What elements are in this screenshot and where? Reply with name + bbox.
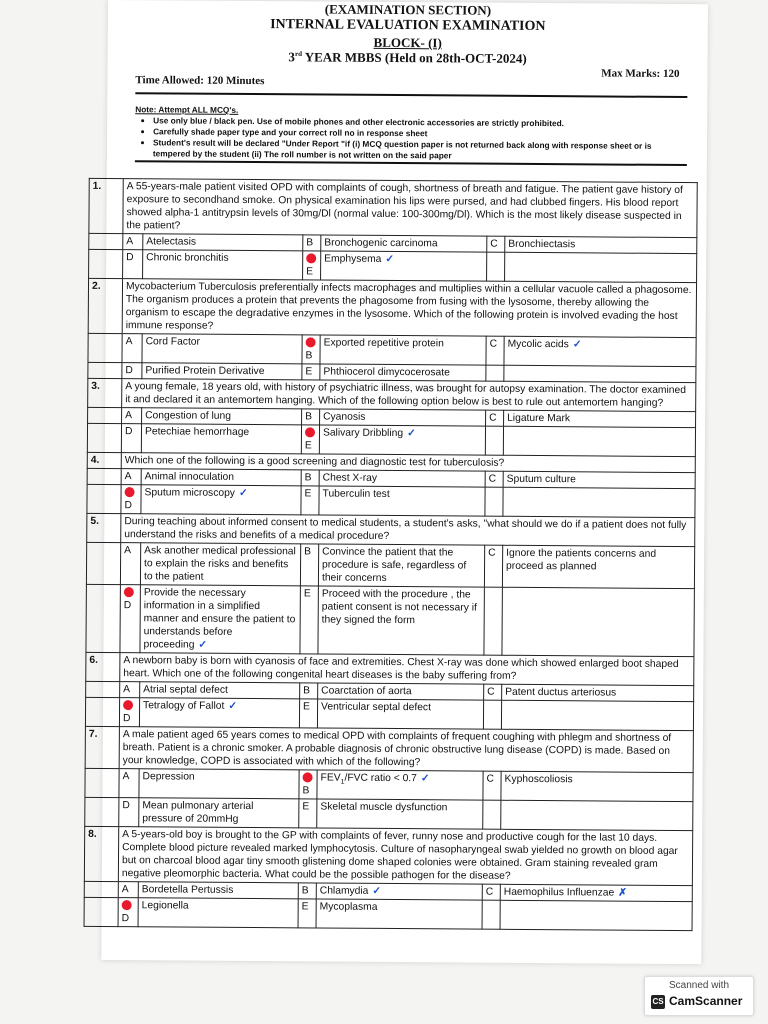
option-cell <box>319 470 485 487</box>
option-cell <box>139 698 299 728</box>
option-cell <box>141 424 301 454</box>
option-text: Ligature Mark <box>507 412 571 425</box>
options-row <box>85 797 693 830</box>
empty-cell <box>483 800 501 829</box>
option-text: Phthiocerol dimycocerosate <box>323 366 450 379</box>
option-letter: D <box>125 365 133 377</box>
option-cell <box>503 471 695 488</box>
question-stem-row <box>89 178 697 237</box>
option-letter-cell <box>486 410 504 426</box>
option-letter: B <box>304 472 312 484</box>
option-letter: A <box>124 545 132 557</box>
option-letter: A <box>122 771 130 783</box>
option-text: Animal innoculation <box>144 471 235 483</box>
option-text: Petechiae hemorrhage <box>144 426 250 438</box>
option-text: Depression <box>142 771 195 783</box>
question-text: A male patient aged 65 years comes to medical OPD with complaints of frequent coughing with phlegm and shortness of breath. Patient is a chronic smoker. A probable diagnosis of chronic obstructive lung disease (COPD) is made. Based on your knowledge, COPD is associated with which of the following? <box>119 727 693 773</box>
option-letter: B <box>303 685 311 697</box>
option-cell <box>502 545 694 588</box>
options-row-spacer <box>88 407 122 423</box>
empty-cell <box>501 800 693 830</box>
note-item: • Student's result will be declared "Under Report "if (i) MCQ question paper is not returned back along with response sheet or is tempered by the student (ii) The roll number is not written on the said paper <box>153 137 665 163</box>
option-letter: E <box>306 266 314 278</box>
option-letter: C <box>488 473 497 485</box>
options-row-spacer <box>85 768 119 797</box>
question-stem-row <box>88 278 696 337</box>
options-row-spacer <box>85 797 119 826</box>
question-number: 5. <box>87 513 121 542</box>
option-cell <box>320 364 486 381</box>
empty-cell <box>483 700 501 729</box>
option-text: Skeletal muscle dysfunction <box>320 801 448 814</box>
option-letter: D <box>126 252 134 264</box>
option-cell <box>504 336 696 366</box>
options-row-spacer <box>84 881 118 897</box>
option-letter-cell <box>121 424 141 453</box>
tick-mark-icon: ✓ <box>228 700 238 712</box>
notes-list <box>135 115 665 163</box>
option-cell <box>316 883 482 900</box>
option-cell <box>142 363 302 380</box>
option-letter-cell <box>302 409 320 425</box>
option-text: Exported repetitive protein <box>323 337 444 350</box>
option-cell <box>317 799 483 829</box>
tick-mark-icon: ✓ <box>372 885 382 897</box>
option-text: Proceed with the procedure , the patient consent is not necessary if they signed the form <box>321 588 477 627</box>
question-number: 2. <box>88 278 122 333</box>
option-text: Convince the patient that the procedure is safe, regardless of their concerns <box>321 546 467 584</box>
option-letter: A <box>123 684 131 696</box>
option-letter: D <box>122 800 130 812</box>
option-cell <box>500 884 692 901</box>
option-text: Ventricular septal defect <box>321 701 432 714</box>
option-letter: B <box>305 411 313 423</box>
empty-cell <box>505 252 697 282</box>
tick-mark-icon: ✓ <box>238 487 248 499</box>
option-text: Atrial septal defect <box>143 684 228 696</box>
option-letter-cell <box>120 543 140 585</box>
time-allowed: Time Allowed: 120 Minutes <box>135 74 265 88</box>
option-text: Coarctation of aorta <box>321 685 412 698</box>
notes-block <box>135 104 665 163</box>
options-row <box>87 423 695 456</box>
option-cell <box>320 409 486 426</box>
shaded-answer-mark <box>124 587 134 597</box>
options-row-spacer <box>86 542 120 584</box>
option-letter: A <box>126 236 134 248</box>
option-letter: A <box>125 410 133 422</box>
option-cell <box>317 699 483 729</box>
option-text: $FEV_1$/FVC ratio < 0.7 <box>320 772 417 786</box>
option-letter-cell <box>298 883 316 899</box>
option-letter: A <box>121 884 129 896</box>
option-letter: D <box>124 426 133 438</box>
shaded-answer-mark <box>303 773 313 783</box>
option-text: Ignore the patients concerns and proceed as planned <box>506 547 657 573</box>
option-letter-cell <box>119 769 139 798</box>
option-text: Haemophilus Influenzae <box>503 886 615 899</box>
option-cell <box>141 469 301 486</box>
question-text: Mycobacterium Tuberculosis preferentially infects macrophages and multiplies within a cellular vacuole called a phagosome. The organism produces a protein that prevents the phagosome from fusing with the lysosome, thereby allowing the organism to escape the degradative enzymes in the lysosome. Which of the following protein is involved evading the host immune response? <box>122 279 696 338</box>
question-text: A 5-years-old boy is brought to the GP with complaints of fever, runny nose and productive cough for the last 10 days. Complete blood picture revealed marked lymphocytosis. Culture of nasopharyngeal swab yielded no growth on blood agar but on charcoal blood agar tiny smooth glistening dome shaped colonies were obtained. Gram staining revealed gram negative pleomorphic bacteria. What could be the possible pathogen for the disease? <box>118 827 692 886</box>
options-row-spacer <box>87 468 121 484</box>
option-cell <box>321 235 487 252</box>
option-letter-cell <box>121 485 141 514</box>
question-text: During teaching about informed consent to medical students, a student's asks, "what should we do if a patient does not fully understand the risks and benefits of a medical procedure? <box>121 514 695 547</box>
shaded-answer-mark <box>122 900 132 910</box>
option-cell <box>142 334 302 364</box>
option-text: Legionella <box>141 900 189 912</box>
option-letter-cell <box>483 771 501 800</box>
options-row <box>84 897 692 930</box>
option-letter-cell <box>301 486 319 515</box>
option-cell <box>319 425 485 455</box>
shaded-answer-mark <box>305 428 315 438</box>
tick-mark-icon: ✓ <box>198 639 208 651</box>
option-letter: B <box>301 885 309 897</box>
option-text: Salivary Dribbling <box>322 427 404 440</box>
option-letter: B <box>304 546 312 558</box>
option-text: Patent ductus arteriosus <box>505 686 617 699</box>
option-letter-cell <box>300 683 318 699</box>
option-letter-cell <box>299 699 317 728</box>
option-text: Sputum microscopy <box>144 487 236 499</box>
option-letter-cell <box>122 334 142 363</box>
options-row-spacer <box>88 362 122 378</box>
option-letter: C <box>490 238 498 250</box>
note-item: • Carefully shade paper type and your correct roll no in response sheet <box>153 126 665 141</box>
camscanner-text: CamScanner <box>669 994 743 1008</box>
option-cell <box>502 684 694 701</box>
option-cell <box>139 798 299 828</box>
empty-cell <box>485 426 503 455</box>
option-letter: E <box>304 440 312 452</box>
option-letter-cell <box>486 336 504 365</box>
option-text: Chlamydia <box>319 885 369 897</box>
option-letter-cell <box>302 364 320 380</box>
option-letter-cell <box>300 544 318 586</box>
empty-cell <box>503 426 695 456</box>
option-letter-cell <box>300 586 318 654</box>
options-row-spacer <box>86 584 120 652</box>
option-text: Tuberculin test <box>322 488 390 500</box>
option-text: Sputum culture <box>506 473 576 486</box>
option-cell <box>138 882 298 899</box>
option-cell <box>318 586 484 655</box>
option-letter-cell <box>123 234 143 250</box>
option-cell <box>316 899 482 929</box>
option-text: Kyphoscoliosis <box>504 773 573 786</box>
question-stem-row <box>86 652 694 685</box>
note-item: • Use only blue / black pen. Use of mobile phones and other electronic accessories are strictly prohibited. <box>153 115 665 130</box>
option-cell <box>317 770 483 800</box>
option-cell <box>143 250 303 280</box>
options-row-spacer <box>88 333 122 362</box>
option-cell <box>140 543 300 586</box>
question-number: 8. <box>84 826 118 881</box>
option-letter-cell <box>299 770 317 799</box>
option-text: Cyanosis <box>323 411 366 423</box>
options-row <box>85 768 693 801</box>
option-letter-cell <box>484 684 502 700</box>
cross-mark-icon: ✗ <box>618 887 627 899</box>
options-row-spacer <box>86 681 120 697</box>
scanned-with-text: Scanned with <box>668 980 730 991</box>
option-text: Provide the necessary information in a simplified manner and ensure the patient to understands before proceeding <box>143 587 296 651</box>
shaded-answer-mark <box>125 487 135 497</box>
option-text: Chest X-ray <box>322 472 378 484</box>
option-letter: C <box>488 547 496 559</box>
tick-mark-icon: ✓ <box>572 339 582 351</box>
option-letter: E <box>303 701 310 713</box>
question-number: 4. <box>87 452 121 468</box>
option-letter: D <box>122 713 131 725</box>
option-text: Mycolic acids <box>507 338 569 351</box>
option-text: Atelectasis <box>146 236 197 248</box>
option-text: Mean pulmonary arterial pressure of 20mmHg <box>142 800 254 825</box>
option-letter: C <box>485 886 494 898</box>
option-cell <box>504 410 696 427</box>
option-letter-cell <box>301 425 319 454</box>
option-cell <box>318 544 484 587</box>
option-text: Chronic bronchitis <box>146 252 229 264</box>
question-stem-row <box>88 378 696 411</box>
options-row <box>86 584 695 656</box>
question-number: 7. <box>85 726 119 768</box>
option-letter: B <box>302 785 310 797</box>
option-cell <box>143 234 303 251</box>
empty-cell <box>485 487 503 516</box>
shaded-answer-mark <box>306 338 316 348</box>
option-cell <box>140 682 300 699</box>
option-letter-cell <box>119 798 139 827</box>
option-letter: E <box>302 801 310 813</box>
empty-cell <box>504 365 696 382</box>
option-letter-cell <box>119 698 139 727</box>
option-letter: C <box>489 412 497 424</box>
option-text: Tetralogy of Fallot <box>143 700 225 712</box>
options-row-spacer <box>84 897 118 926</box>
questions-table <box>84 178 698 931</box>
options-row-spacer <box>87 484 121 513</box>
option-letter: C <box>489 338 498 350</box>
option-text: Emphysema <box>324 253 382 265</box>
empty-cell <box>503 487 695 517</box>
question-text: A newborn baby is born with cyanosis of face and extremities. Chest X-ray was done which showed enlarged boot shaped heart. Which one of the following congenital heart diseases is the baby suffering from? <box>120 653 694 686</box>
option-letter-cell <box>120 585 140 653</box>
option-letter: D <box>124 500 132 512</box>
section-heading: (EXAMINATION SECTION) <box>324 1 492 18</box>
options-row <box>87 484 695 517</box>
option-letter: E <box>301 901 309 913</box>
option-letter: D <box>123 600 132 612</box>
option-letter-cell <box>485 471 503 487</box>
option-letter: A <box>124 471 132 483</box>
shaded-answer-mark <box>123 700 133 710</box>
options-row-spacer <box>85 697 119 726</box>
option-cell <box>139 769 299 799</box>
empty-cell <box>501 700 693 730</box>
notes-intro: Note: Attempt ALL MCQ's. <box>135 104 239 115</box>
option-text: Bronchiectasis <box>508 238 576 251</box>
tick-mark-icon: ✓ <box>407 428 416 440</box>
question-text: A young female, 18 years old, with history of psychiatric illness, was brought for autopsy examination. The doctor examined it and declared it an antemortem hanging. Which of the following option below is best to rule out antemortem hanging? <box>122 379 696 412</box>
options-row <box>89 249 697 282</box>
option-letter-cell <box>118 882 138 898</box>
option-letter-cell <box>482 884 500 900</box>
option-letter: C <box>487 686 495 698</box>
option-letter-cell <box>299 799 317 828</box>
option-letter: A <box>125 336 133 348</box>
max-marks: Max Marks: 120 <box>601 67 680 80</box>
option-text: Bronchogenic carcinoma <box>324 237 438 250</box>
question-number: 1. <box>89 178 123 233</box>
option-cell <box>505 236 697 253</box>
option-text: Mycoplasma <box>319 901 378 913</box>
empty-cell <box>500 900 692 930</box>
option-letter-cell <box>484 545 502 587</box>
option-cell <box>320 335 486 365</box>
question-number: 6. <box>86 652 120 681</box>
option-letter: B <box>306 237 314 249</box>
option-cell <box>318 683 484 700</box>
option-letter: B <box>305 350 313 362</box>
options-row-spacer <box>87 423 121 452</box>
camscanner-logo-icon: CS <box>651 995 665 1009</box>
option-letter-cell <box>303 251 321 280</box>
question-stem-row <box>84 826 692 885</box>
empty-cell <box>502 587 695 656</box>
option-letter-cell <box>303 235 321 251</box>
option-text: Purified Protein Derivative <box>145 365 265 378</box>
option-letter-cell <box>123 250 143 279</box>
year-heading: 3rd YEAR MBBS (Held on 28th-OCT-2024) <box>288 49 527 66</box>
option-letter: C <box>486 773 495 785</box>
option-letter: E <box>304 488 312 500</box>
option-letter-cell <box>298 899 316 928</box>
camscanner-watermark <box>644 976 754 1016</box>
option-letter-cell <box>301 470 319 486</box>
options-row <box>88 333 696 366</box>
question-number: 3. <box>88 378 122 407</box>
option-text: Congestion of lung <box>145 410 232 422</box>
option-cell <box>140 585 300 654</box>
options-row <box>85 697 693 730</box>
option-letter: E <box>303 588 311 600</box>
empty-cell <box>487 252 505 281</box>
empty-cell <box>482 900 500 929</box>
option-cell <box>142 408 302 425</box>
option-cell <box>321 251 487 281</box>
tick-mark-icon: ✓ <box>385 253 395 266</box>
question-text: A 55-years-male patient visited OPD with complaints of cough, shortness of breath and fatigue. The patient gave history of exposure to secondhand smoke. On physical examination his lips were pursed, and had clubbed fingers. His blood report showed alpha-1 antitrypsin levels of 30mg/Dl (normal value: 100-300mg/Dl). Which is the most likely disease suspected in the patient? <box>123 179 697 238</box>
shaded-answer-mark <box>306 254 316 264</box>
option-letter-cell <box>118 898 138 927</box>
option-text: Cord Factor <box>145 336 201 348</box>
options-row-spacer <box>89 249 123 278</box>
option-letter-cell <box>487 236 505 252</box>
option-text: Ask another medical professional to explain the risks and benefits to the patient <box>143 545 296 583</box>
option-letter: E <box>305 366 313 378</box>
option-letter-cell <box>302 335 320 364</box>
question-stem-row <box>87 513 695 546</box>
option-letter-cell <box>122 363 142 379</box>
divider-top <box>135 92 687 98</box>
option-letter-cell <box>122 408 142 424</box>
exam-title: INTERNAL EVALUATION EXAMINATION <box>270 17 546 35</box>
exam-paper <box>88 0 708 964</box>
option-letter-cell <box>121 469 141 485</box>
option-letter-cell <box>120 682 140 698</box>
option-text: Bordetella Pertussis <box>141 884 234 896</box>
empty-cell <box>486 365 504 381</box>
question-stem-row <box>85 726 693 772</box>
option-letter: D <box>121 913 130 925</box>
block-heading: BLOCK- (I) <box>373 34 442 51</box>
empty-cell <box>484 587 502 655</box>
option-cell <box>141 485 301 515</box>
question-text: Which one of the following is a good screening and diagnostic test for tuberculosis? <box>121 453 695 473</box>
options-row-spacer <box>89 233 123 249</box>
option-cell <box>319 486 485 516</box>
option-cell <box>138 898 298 928</box>
questions-body <box>84 178 697 930</box>
option-cell <box>501 771 693 801</box>
tick-mark-icon: ✓ <box>420 773 430 785</box>
options-row <box>86 542 694 588</box>
